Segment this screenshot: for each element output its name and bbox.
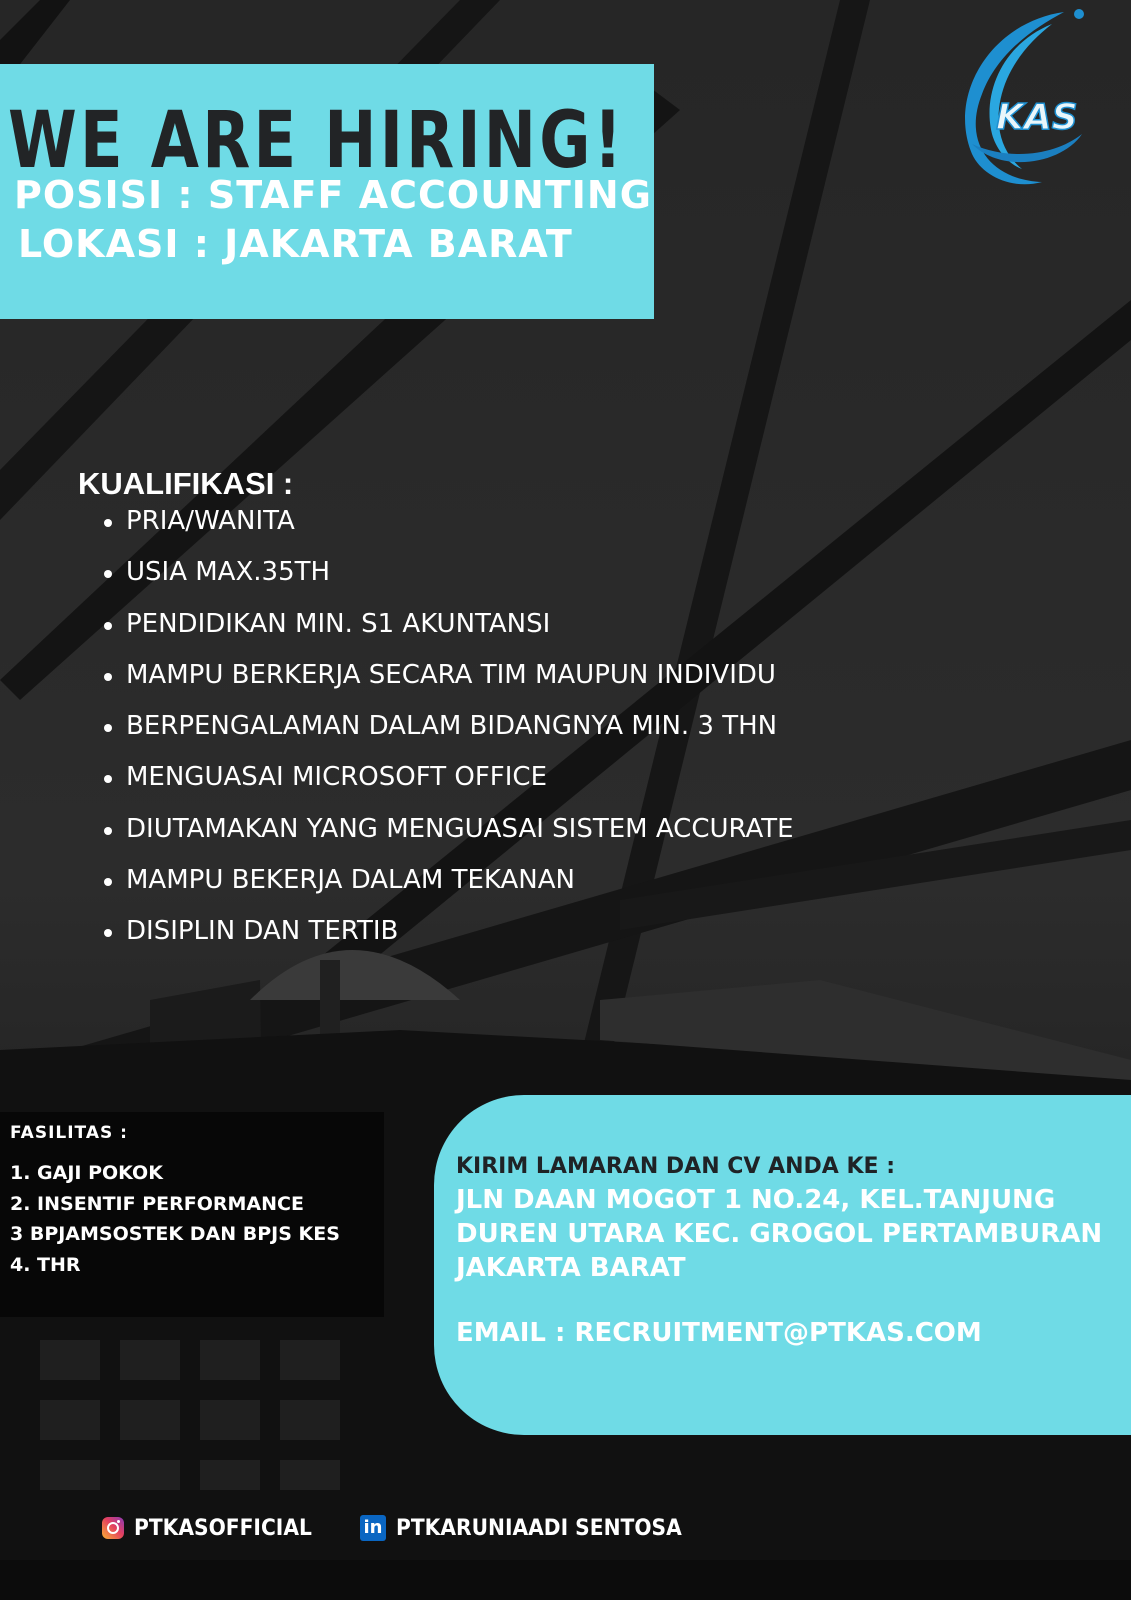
list-item: 3 BPJAMSOSTEK DAN BPJS KES: [10, 1223, 340, 1245]
list-item: PENDIDIKAN MIN. S1 AKUNTANSI: [104, 599, 794, 650]
instagram-handle: PTKASOFFICIAL: [134, 1515, 312, 1541]
list-item: DIUTAMAKAN YANG MENGUASAI SISTEM ACCURATE: [104, 804, 794, 855]
list-item: MAMPU BERKERJA SECARA TIM MAUPUN INDIVIDU: [104, 650, 794, 701]
list-item: 2. INSENTIF PERFORMANCE: [10, 1192, 304, 1215]
list-item: BERPENGALAMAN DALAM BIDANGNYA MIN. 3 THN: [104, 701, 794, 752]
qualifications-title: KUALIFIKASI :: [78, 466, 294, 501]
list-item: MENGUASAI MICROSOFT OFFICE: [104, 752, 794, 803]
linkedin-link[interactable]: [360, 1512, 707, 1544]
facilities-list: [10, 1158, 340, 1280]
list-item: PRIA/WANITA: [104, 496, 794, 547]
qualifications-list: [104, 496, 794, 958]
company-logo: [952, 4, 1102, 190]
list-item: USIA MAX.35TH: [104, 547, 794, 598]
email-text: EMAIL : RECRUITMENT@PTKAS.COM: [456, 1318, 982, 1348]
page-title: WE ARE HIRING!: [8, 96, 626, 186]
address-line: DUREN UTARA KEC. GROGOL PERTAMBURAN: [456, 1219, 1103, 1249]
contact-lead: KIRIM LAMARAN DAN CV ANDA KE :: [456, 1154, 896, 1179]
kas-swoosh-logo-icon: [952, 4, 1102, 190]
list-item: MAMPU BEKERJA DALAM TEKANAN: [104, 855, 794, 906]
linkedin-icon: in: [360, 1515, 386, 1541]
list-item: 1. GAJI POKOK: [10, 1162, 163, 1184]
linkedin-handle: PTKARUNIAADI SENTOSA: [396, 1515, 682, 1541]
instagram-icon: [102, 1517, 124, 1539]
logo-text: KAS: [996, 97, 1078, 138]
location-text: LOKASI : JAKARTA BARAT: [18, 222, 573, 266]
address-line: JAKARTA BARAT: [456, 1253, 686, 1283]
instagram-link[interactable]: [102, 1512, 327, 1544]
list-item: DISIPLIN DAN TERTIB: [104, 906, 794, 957]
facilities-title: FASILITAS :: [10, 1123, 128, 1143]
address-line: JLN DAAN MOGOT 1 NO.24, KEL.TANJUNG: [456, 1185, 1056, 1215]
position-text: POSISI : STAFF ACCOUNTING: [14, 173, 652, 217]
list-item: 4. THR: [10, 1253, 81, 1276]
